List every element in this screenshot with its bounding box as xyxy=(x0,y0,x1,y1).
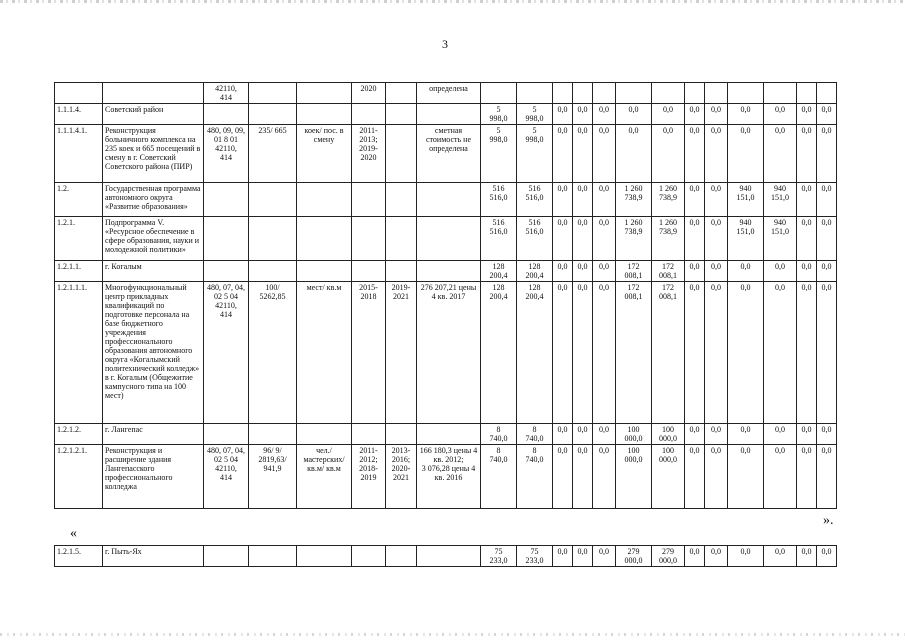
cell-y1 xyxy=(352,104,386,125)
cell-y2: 2013- 2016; 2020- 2021 xyxy=(386,445,417,509)
cell-v2: 516 516,0 xyxy=(517,217,553,261)
cell-v8 xyxy=(685,83,705,104)
cell-v10: 0,0 xyxy=(728,104,764,125)
cell-v7 xyxy=(652,83,685,104)
cell-v8: 0,0 xyxy=(685,104,705,125)
cell-v11: 0,0 xyxy=(764,282,797,424)
cell-v10: 940 151,0 xyxy=(728,217,764,261)
cell-v4 xyxy=(573,83,593,104)
cell-cap xyxy=(249,83,297,104)
cell-y1: 2015- 2018 xyxy=(352,282,386,424)
cell-v1: 8 740,0 xyxy=(481,424,517,445)
cell-v13: 0,0 xyxy=(817,282,837,424)
cell-v1: 128 200,4 xyxy=(481,261,517,282)
cell-kbk xyxy=(204,261,249,282)
cell-v3 xyxy=(553,83,573,104)
cell-v6: 1 260 738,9 xyxy=(616,217,652,261)
cell-v4: 0,0 xyxy=(573,261,593,282)
cell-v4: 0,0 xyxy=(573,424,593,445)
cell-kbk: 480, 07, 04, 02 5 04 42110, 414 xyxy=(204,445,249,509)
cell-y1: 2020 xyxy=(352,83,386,104)
table-row xyxy=(55,546,837,567)
cell-v10: 940 151,0 xyxy=(728,183,764,217)
cell-v10: 0,0 xyxy=(728,546,764,567)
cell-v3: 0,0 xyxy=(553,282,573,424)
cell-kbk xyxy=(204,424,249,445)
cell-v12: 0,0 xyxy=(797,217,817,261)
table-row xyxy=(55,261,837,282)
cell-v9: 0,0 xyxy=(705,217,728,261)
closing-quote: ». xyxy=(823,513,834,528)
cell-unit: чел./ мастерских/ кв.м/ кв.м xyxy=(297,445,352,509)
cell-cost xyxy=(417,104,481,125)
cell-v6 xyxy=(616,83,652,104)
cell-v13: 0,0 xyxy=(817,125,837,183)
cell-v6: 172 008,1 xyxy=(616,282,652,424)
cell-v9 xyxy=(705,83,728,104)
cell-v12: 0,0 xyxy=(797,261,817,282)
cell-v7: 172 008,1 xyxy=(652,261,685,282)
cell-v6: 279 000,0 xyxy=(616,546,652,567)
cell-v1: 128 200,4 xyxy=(481,282,517,424)
cell-y1 xyxy=(352,261,386,282)
cell-unit xyxy=(297,217,352,261)
cell-y2 xyxy=(386,424,417,445)
cell-v2: 5 998,0 xyxy=(517,104,553,125)
cell-v7: 100 000,0 xyxy=(652,445,685,509)
table-row xyxy=(55,445,837,509)
cell-v4: 0,0 xyxy=(573,217,593,261)
cell-v6: 172 008,1 xyxy=(616,261,652,282)
cell-v11: 0,0 xyxy=(764,424,797,445)
cell-code: 1.2.1.2. xyxy=(55,424,103,445)
cell-v6: 0,0 xyxy=(616,125,652,183)
cell-v13: 0,0 xyxy=(817,261,837,282)
cell-cap xyxy=(249,261,297,282)
cell-name: Многофункциональный центр прикладных квалификаций по подготовке персонала на базе бюджетного учреждения профессионального образования автономного округа «Когалымский политехнический колледж» в г. Когалым (Общежитие кампусного типа на 100 мест) xyxy=(103,282,204,424)
cell-v1: 516 516,0 xyxy=(481,217,517,261)
cell-kbk xyxy=(204,546,249,567)
cell-v5: 0,0 xyxy=(593,125,616,183)
cell-name: г. Пыть-Ях xyxy=(103,546,204,567)
cell-kbk: 480, 07, 04, 02 5 04 42110, 414 xyxy=(204,282,249,424)
cell-cost xyxy=(417,546,481,567)
cell-y2 xyxy=(386,125,417,183)
cell-v8: 0,0 xyxy=(685,261,705,282)
cell-cap xyxy=(249,546,297,567)
cell-v5: 0,0 xyxy=(593,424,616,445)
cell-v7: 172 008,1 xyxy=(652,282,685,424)
cell-cost xyxy=(417,261,481,282)
cell-y2 xyxy=(386,183,417,217)
cell-v5 xyxy=(593,83,616,104)
cell-code: 1.2.1.2.1. xyxy=(55,445,103,509)
cell-v3: 0,0 xyxy=(553,104,573,125)
cell-cost xyxy=(417,183,481,217)
cell-kbk: 480, 09, 09, 01 8 01 42110, 414 xyxy=(204,125,249,183)
cell-v3: 0,0 xyxy=(553,424,573,445)
table-row xyxy=(55,183,837,217)
page-number: 3 xyxy=(442,37,448,51)
cell-v13: 0,0 xyxy=(817,546,837,567)
cell-v11 xyxy=(764,83,797,104)
cell-name: Государственная программа автономного округа «Развитие образования» xyxy=(103,183,204,217)
table-row xyxy=(55,424,837,445)
cell-v6: 0,0 xyxy=(616,104,652,125)
cell-v5: 0,0 xyxy=(593,282,616,424)
cell-v2: 75 233,0 xyxy=(517,546,553,567)
cell-code: 1.2.1. xyxy=(55,217,103,261)
cell-v3: 0,0 xyxy=(553,261,573,282)
cell-cost: 276 207,21 цены 4 кв. 2017 xyxy=(417,282,481,424)
cell-y2 xyxy=(386,261,417,282)
cell-y1: 2011- 2012; 2018- 2019 xyxy=(352,445,386,509)
cell-cost: сметная стоимость не определена xyxy=(417,125,481,183)
cell-v7: 1 260 738,9 xyxy=(652,183,685,217)
cell-v10 xyxy=(728,83,764,104)
scan-edge-bottom xyxy=(0,633,905,636)
cell-v5: 0,0 xyxy=(593,445,616,509)
cell-v12 xyxy=(797,83,817,104)
cell-v7: 0,0 xyxy=(652,104,685,125)
cell-v12: 0,0 xyxy=(797,424,817,445)
cell-v10: 0,0 xyxy=(728,125,764,183)
cell-v5: 0,0 xyxy=(593,217,616,261)
cell-cap: 96/ 9/ 2819,63/ 941,9 xyxy=(249,445,297,509)
cell-v10: 0,0 xyxy=(728,445,764,509)
cell-v13: 0,0 xyxy=(817,104,837,125)
cell-v4: 0,0 xyxy=(573,445,593,509)
cell-cost xyxy=(417,424,481,445)
opening-quote: « xyxy=(70,526,77,541)
cell-v2: 8 740,0 xyxy=(517,424,553,445)
cell-y2 xyxy=(386,217,417,261)
cell-v11: 940 151,0 xyxy=(764,217,797,261)
cell-v6: 100 000,0 xyxy=(616,424,652,445)
cell-cap xyxy=(249,217,297,261)
cell-v9: 0,0 xyxy=(705,445,728,509)
cell-y1: 2011- 2013; 2019- 2020 xyxy=(352,125,386,183)
cell-y2 xyxy=(386,104,417,125)
table-row xyxy=(55,125,837,183)
cell-v7: 100 000,0 xyxy=(652,424,685,445)
cell-v1: 516 516,0 xyxy=(481,183,517,217)
cell-v6: 1 260 738,9 xyxy=(616,183,652,217)
cell-cap: 100/ 5262,85 xyxy=(249,282,297,424)
cell-v7: 1 260 738,9 xyxy=(652,217,685,261)
cell-kbk: 42110, 414 xyxy=(204,83,249,104)
cell-v5: 0,0 xyxy=(593,104,616,125)
cell-kbk xyxy=(204,183,249,217)
cell-unit: коек/ пос. в смену xyxy=(297,125,352,183)
cell-cost: определена xyxy=(417,83,481,104)
cell-v11: 0,0 xyxy=(764,125,797,183)
cell-v4: 0,0 xyxy=(573,183,593,217)
cell-cap xyxy=(249,104,297,125)
cell-y1 xyxy=(352,424,386,445)
cell-v2 xyxy=(517,83,553,104)
cell-name: Реконструкция больничного комплекса на 235 коек и 665 посещений в смену в г. Советский Советского района (ПИР) xyxy=(103,125,204,183)
cell-v11: 0,0 xyxy=(764,546,797,567)
cell-unit xyxy=(297,183,352,217)
cell-code xyxy=(55,83,103,104)
cell-v1: 8 740,0 xyxy=(481,445,517,509)
cell-v3: 0,0 xyxy=(553,125,573,183)
cell-v8: 0,0 xyxy=(685,445,705,509)
cell-cost xyxy=(417,217,481,261)
cell-code: 1.2.1.5. xyxy=(55,546,103,567)
cell-code: 1.2. xyxy=(55,183,103,217)
cell-unit xyxy=(297,261,352,282)
continuation-table xyxy=(54,545,837,567)
cell-v7: 279 000,0 xyxy=(652,546,685,567)
cell-unit xyxy=(297,546,352,567)
cell-v10: 0,0 xyxy=(728,424,764,445)
cell-cap xyxy=(249,183,297,217)
table-row xyxy=(55,282,837,424)
table-row xyxy=(55,104,837,125)
cell-v4: 0,0 xyxy=(573,104,593,125)
cell-v9: 0,0 xyxy=(705,282,728,424)
cell-name: Подпрограмма V. «Ресурсное обеспечение в сфере образования, науки и молодежной политики» xyxy=(103,217,204,261)
cell-v12: 0,0 xyxy=(797,282,817,424)
cell-v11: 0,0 xyxy=(764,104,797,125)
cell-name: Советский район xyxy=(103,104,204,125)
budget-table xyxy=(54,82,837,509)
cell-v1: 5 998,0 xyxy=(481,104,517,125)
cell-v9: 0,0 xyxy=(705,546,728,567)
cell-v1: 75 233,0 xyxy=(481,546,517,567)
cell-v3: 0,0 xyxy=(553,546,573,567)
cell-y1 xyxy=(352,183,386,217)
cell-kbk xyxy=(204,217,249,261)
cell-v12: 0,0 xyxy=(797,546,817,567)
cell-v9: 0,0 xyxy=(705,125,728,183)
cell-v1: 5 998,0 xyxy=(481,125,517,183)
cell-v8: 0,0 xyxy=(685,546,705,567)
cell-v2: 128 200,4 xyxy=(517,261,553,282)
cell-v11: 0,0 xyxy=(764,261,797,282)
cell-v10: 0,0 xyxy=(728,261,764,282)
scan-edge-top xyxy=(0,0,905,3)
cell-y2 xyxy=(386,83,417,104)
cell-v4: 0,0 xyxy=(573,125,593,183)
cell-v7: 0,0 xyxy=(652,125,685,183)
cell-v4: 0,0 xyxy=(573,282,593,424)
cell-v8: 0,0 xyxy=(685,424,705,445)
cell-y1 xyxy=(352,546,386,567)
cell-v12: 0,0 xyxy=(797,445,817,509)
cell-v12: 0,0 xyxy=(797,125,817,183)
cell-v8: 0,0 xyxy=(685,125,705,183)
cell-y2 xyxy=(386,546,417,567)
cell-v2: 5 998,0 xyxy=(517,125,553,183)
cell-v11: 0,0 xyxy=(764,445,797,509)
cell-v3: 0,0 xyxy=(553,445,573,509)
cell-cap: 235/ 665 xyxy=(249,125,297,183)
cell-y1 xyxy=(352,217,386,261)
cell-v12: 0,0 xyxy=(797,104,817,125)
cell-v4: 0,0 xyxy=(573,546,593,567)
cell-unit: мест/ кв.м xyxy=(297,282,352,424)
cell-code: 1.1.1.4.1. xyxy=(55,125,103,183)
cell-v3: 0,0 xyxy=(553,217,573,261)
cell-v9: 0,0 xyxy=(705,424,728,445)
cell-v2: 8 740,0 xyxy=(517,445,553,509)
cell-kbk xyxy=(204,104,249,125)
table-row xyxy=(55,83,837,104)
cell-name: г. Когалым xyxy=(103,261,204,282)
cell-v3: 0,0 xyxy=(553,183,573,217)
table-row xyxy=(55,217,837,261)
cell-v12: 0,0 xyxy=(797,183,817,217)
cell-v13 xyxy=(817,83,837,104)
cell-v13: 0,0 xyxy=(817,445,837,509)
cell-cap xyxy=(249,424,297,445)
cell-y2: 2019- 2021 xyxy=(386,282,417,424)
cell-v8: 0,0 xyxy=(685,183,705,217)
cell-v10: 0,0 xyxy=(728,282,764,424)
cell-code: 1.2.1.1. xyxy=(55,261,103,282)
cell-v9: 0,0 xyxy=(705,261,728,282)
cell-v5: 0,0 xyxy=(593,261,616,282)
cell-name: Реконструкция и расширение здания Лангепасского профессионального колледжа xyxy=(103,445,204,509)
cell-v8: 0,0 xyxy=(685,282,705,424)
cell-v8: 0,0 xyxy=(685,217,705,261)
cell-v13: 0,0 xyxy=(817,217,837,261)
cell-v2: 516 516,0 xyxy=(517,183,553,217)
cell-v1 xyxy=(481,83,517,104)
cell-v9: 0,0 xyxy=(705,183,728,217)
cell-code: 1.2.1.1.1. xyxy=(55,282,103,424)
cell-code: 1.1.1.4. xyxy=(55,104,103,125)
cell-name: г. Лангепас xyxy=(103,424,204,445)
cell-unit xyxy=(297,424,352,445)
cell-v11: 940 151,0 xyxy=(764,183,797,217)
cell-v2: 128 200,4 xyxy=(517,282,553,424)
cell-v5: 0,0 xyxy=(593,183,616,217)
cell-unit xyxy=(297,83,352,104)
cell-v9: 0,0 xyxy=(705,104,728,125)
cell-v5: 0,0 xyxy=(593,546,616,567)
cell-unit xyxy=(297,104,352,125)
cell-name xyxy=(103,83,204,104)
cell-v13: 0,0 xyxy=(817,183,837,217)
cell-v13: 0,0 xyxy=(817,424,837,445)
cell-v6: 100 000,0 xyxy=(616,445,652,509)
cell-cost: 166 180,3 цены 4 кв. 2012; 3 076,28 цены 4 кв. 2016 xyxy=(417,445,481,509)
